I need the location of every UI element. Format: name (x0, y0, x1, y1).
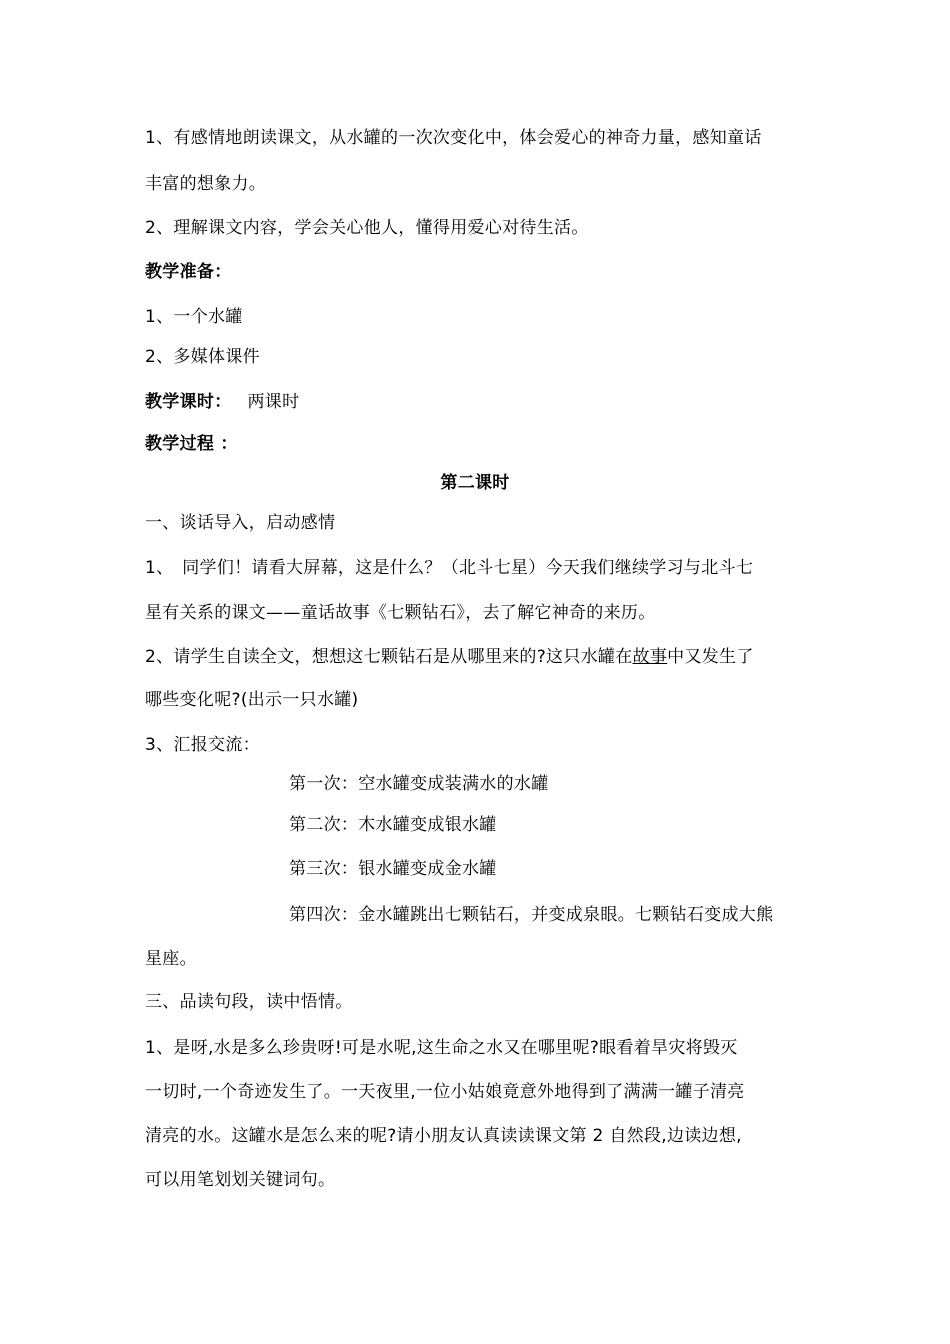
section-1-item-2-line-2: 哪些变化呢?(出示一只水罐) (145, 690, 359, 710)
section-3-para-line-4: 可以用笔划划关键词句。 (145, 1170, 336, 1190)
section-1-item-1-line-2: 星有关系的课文——童话故事《七颗钻石》，去了解它神奇的来历。 (145, 603, 656, 623)
change-4: 第四次：金水罐跳出七颗钻石，并变成泉眼。七颗钻石变成大熊 (289, 905, 774, 925)
change-3: 第三次：银水罐变成金水罐 (289, 859, 497, 879)
lesson-title: 第二课时 (440, 473, 510, 493)
section-3-para-line-3: 清亮的水。这罐水是怎么来的呢?请小朋友认真读读课文第 2 自然段,边读边想, (145, 1126, 742, 1146)
process-heading: 教学过程 ： (145, 434, 238, 454)
periods-label: 教学课时： (145, 392, 232, 412)
periods-line (145, 390, 299, 414)
item-2-text-a: 2、请学生自读全文，想想这七颗钻石是从哪里来的?这只水罐在 (145, 647, 633, 667)
preparation-item-2: 2、多媒体课件 (145, 347, 260, 367)
preparation-heading: 教学准备： (145, 262, 232, 282)
section-3-para-line-1: 1、是呀,水是多么珍贵呀!可是水呢,这生命之水又在哪里呢?眼看着旱灾将毁灭 (145, 1038, 738, 1058)
change-2: 第二次：木水罐变成银水罐 (289, 815, 497, 835)
objective-1-line-1: 1、有感情地朗读课文，从水罐的一次次变化中，体会爱心的神奇力量，感知童话 (145, 128, 762, 148)
change-4-continued: 星座。 (145, 949, 197, 969)
item-2-text-b: 中又发生了 (667, 647, 754, 667)
section-3-para-line-2: 一切时,一个奇迹发生了。一天夜里,一位小姑娘竟意外地得到了满满一罐子清亮 (145, 1082, 745, 1102)
preparation-item-1: 1、一个水罐 (145, 307, 243, 327)
periods-value: 两课时 (247, 392, 300, 412)
change-1: 第一次：空水罐变成装满水的水罐 (289, 774, 549, 794)
objective-2: 2、理解课文内容，学会关心他人，懂得用爱心对待生活。 (145, 218, 589, 238)
section-1-item-2-line-1 (145, 645, 754, 669)
story-link[interactable]: 故事 (632, 647, 668, 667)
section-1-item-1-line-1: 1、 同学们！请看大屏幕，这是什么？（北斗七星）今天我们继续学习与北斗七 (145, 558, 754, 578)
objective-1-line-2: 丰富的想象力。 (145, 174, 267, 194)
section-1-heading: 一、谈话导入，启动感情 (145, 513, 336, 533)
section-3-heading: 三、品读句段，读中悟情。 (145, 992, 353, 1012)
section-1-item-3: 3、汇报交流： (145, 735, 260, 755)
